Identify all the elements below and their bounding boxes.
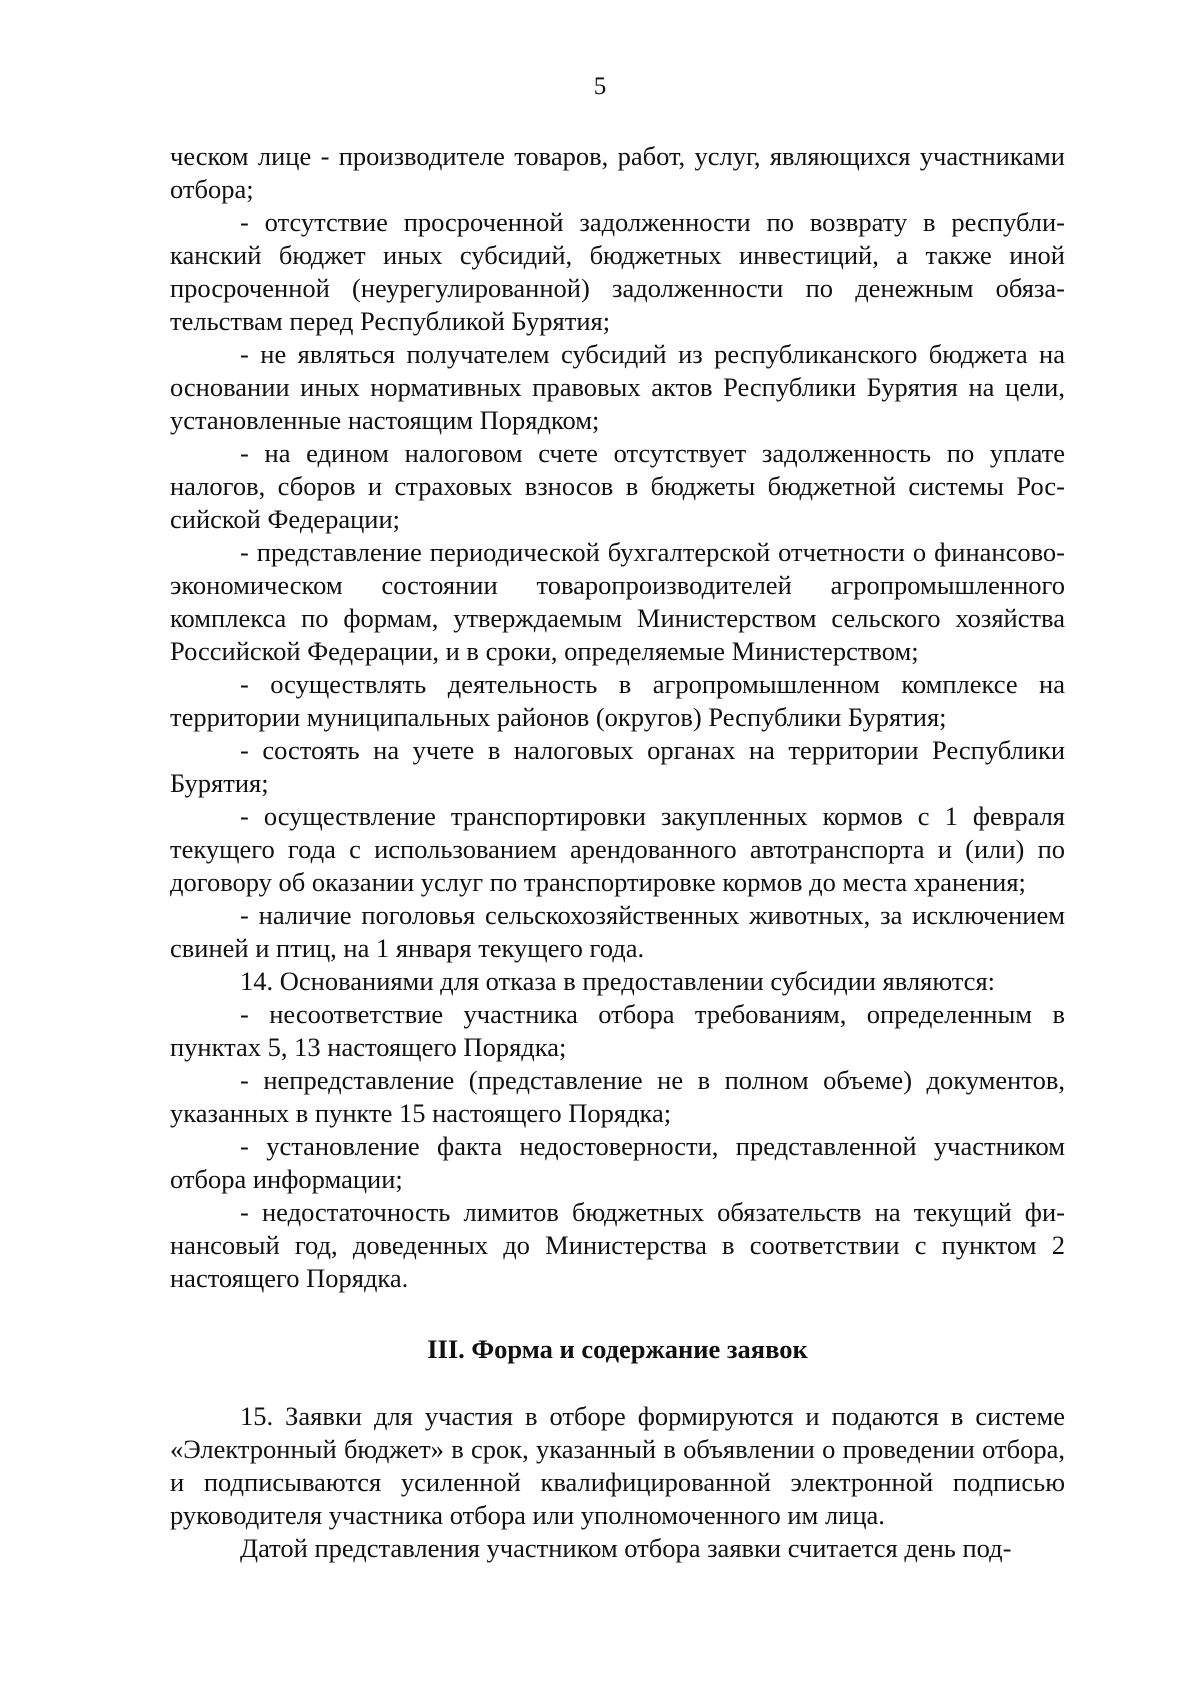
paragraph: - недостаточность лимитов бюджетных обязательств на текущий финансовый год, доведенных до Министерства в соответствии с пунктом 2 настоящего Порядка. (170, 1197, 1065, 1293)
paragraphs-after-heading (170, 1400, 1065, 1565)
paragraph: - не являться получателем субсидий из республиканского бюджета на основании иных нормативных правовых актов Республики Бурятия на цели, установленные настоящим Порядком; (170, 339, 1065, 435)
paragraph: ческом лице - производителе товаров, работ, услуг, являющихся участниками отбора; (170, 141, 1065, 204)
paragraph: - установление факта недостоверности, представленной участником отбора информации; (170, 1131, 1065, 1194)
paragraphs-before-heading (170, 140, 1065, 1295)
section-heading: III. Форма и содержание заявок (427, 1334, 808, 1364)
paragraph: - наличие поголовья сельскохозяйственных животных, за исключением свиней и птиц, на 1 января текущего года. (170, 900, 1065, 963)
paragraph: Датой представления участником отбора заявки считается день под- (240, 1533, 1012, 1563)
paragraph: - осуществление транспортировки закупленных кормов с 1 февраля текущего года с использованием арендованного автотранспорта и (или) по договору об оказании услуг по транспортировке кормов до места хранения; (170, 801, 1065, 897)
paragraph: - непредставление (представление не в полном объеме) документов, указанных в пункте 15 настоящего Порядка; (170, 1065, 1065, 1128)
paragraph: - несоответствие участника отбора требованиям, определенным в пунктах 5, 13 настоящего Порядка; (170, 999, 1065, 1062)
document-body (170, 140, 1065, 1565)
paragraph: - представление периодической бухгалтерской отчетности о финансово-экономическом состоянии товаропроизводителей агропромышленного комплекса по формам, утверждаемым Министерством сельского хозяйства Российской Федерации, и в сроки, определяемые Министерством; (170, 537, 1065, 666)
paragraph: - отсутствие просроченной задолженности по возврату в республиканский бюджет иных субсидий, бюджетных инвестиций, а также иной просроченной (неурегулированной) задолженности по денежным обязательствам перед Республикой Бурятия; (170, 207, 1065, 336)
page-number: 5 (593, 73, 607, 100)
paragraph: 14. Основаниями для отказа в предоставлении субсидии являются: (240, 966, 995, 996)
paragraph: - осуществлять деятельность в агропромышленном комплексе на территории муниципальных районов (округов) Республики Бурятия; (170, 669, 1065, 732)
paragraph: - на едином налоговом счете отсутствует задолженность по уплате налогов, сборов и страховых взносов в бюджеты бюджетной системы Российской Федерации; (170, 438, 1065, 534)
paragraph: - состоять на учете в налоговых органах на территории Республики Бурятия; (170, 735, 1065, 798)
paragraph: 15. Заявки для участия в отборе формируются и подаются в системе «Электронный бюджет» в срок, указанный в объявлении о проведении отбора, и подписываются усиленной квалифицированной электронной подписью руководителя участника отбора или уполномоченного им лица. (170, 1401, 1065, 1530)
